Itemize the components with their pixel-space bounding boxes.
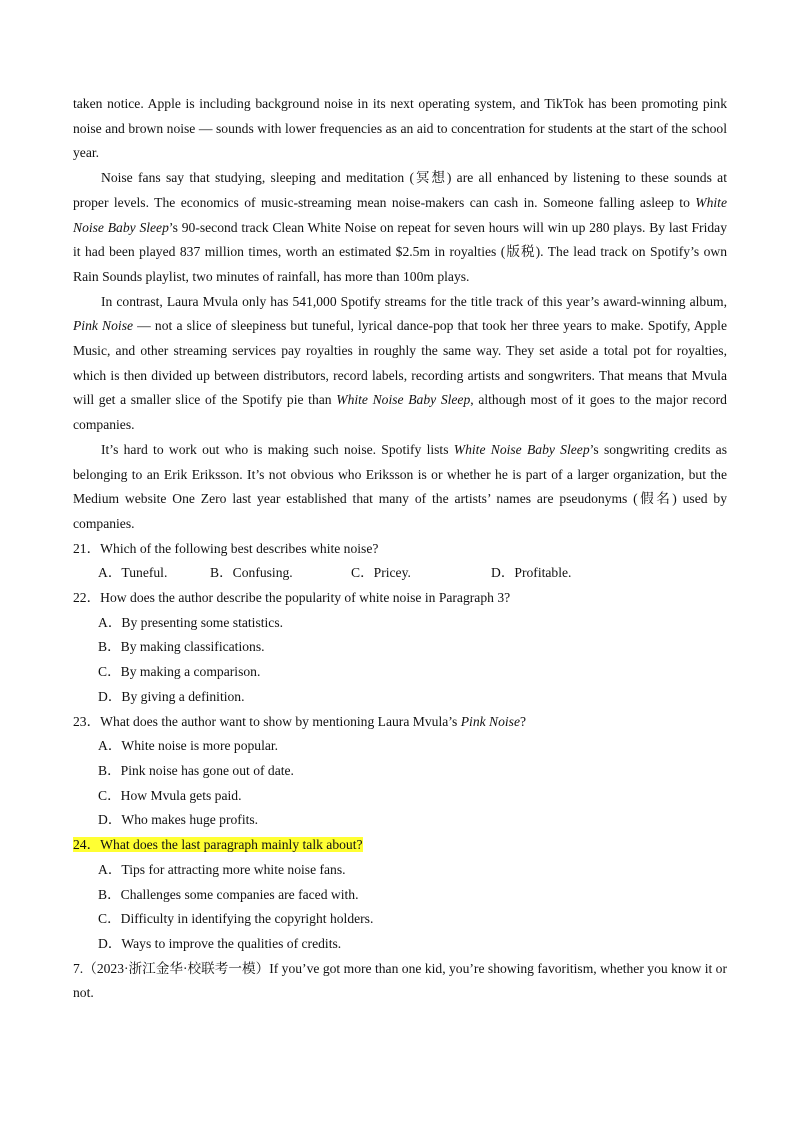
question-24-option-b: B．Challenges some companies are faced with.: [98, 886, 359, 902]
paragraph-2-album-title: White Noise Baby Sleep: [73, 194, 727, 235]
question-23-option-c: C．How Mvula gets paid.: [98, 787, 242, 803]
question-21-option-c: C．Pricey.: [351, 565, 411, 581]
question-22-option-c: C．By making a comparison.: [98, 664, 261, 680]
passage-paragraph-3: [73, 290, 727, 438]
question-21-option-b: B．Confusing.: [210, 565, 293, 581]
next-passage-intro: 7.（2023·浙江金华·校联考一模）If you’ve got more than one kid, you’re showing favoritism, whether you know it or not.: [73, 960, 727, 1001]
question-23-option-b: B．Pink noise has gone out of date.: [98, 762, 294, 778]
question-22-option-a: A．By presenting some statistics.: [98, 614, 284, 630]
paragraph-4-text-b: ’s songwriting credits as belonging to an Erik Eriksson. It’s not obvious who Eriksson is or whether he is part of a larger organization, but the Medium website One Zero last year established that many of the artists’ names are pseudonyms (假名) used by companies.: [73, 441, 727, 531]
paragraph-4-track-title: White Noise Baby Sleep: [453, 441, 590, 457]
question-24-highlight: 24．What does the last paragraph mainly talk about?: [73, 837, 363, 853]
question-24-option-c: C．Difficulty in identifying the copyright holders.: [98, 911, 374, 927]
question-23-album-title: Pink Noise: [460, 713, 521, 729]
paragraph-3-text-c: , although most of it goes to the major record companies.: [73, 392, 727, 433]
question-24-option-a: A．Tips for attracting more white noise fans.: [98, 861, 346, 877]
paragraph-3-text-a: In contrast, Laura Mvula only has 541,000 Spotify streams for the title track of this year’s award-winning album,: [101, 293, 727, 309]
paragraph-3-track-title: White Noise Baby Sleep: [336, 392, 471, 408]
question-22-option-d: D．By giving a definition.: [98, 688, 245, 704]
paragraph-2-text-a: Noise fans say that studying, sleeping and meditation (冥想) are all enhanced by listening to these sounds at proper levels. The economics of music-streaming mean noise-makers can cash in. Someone falling asleep to: [73, 170, 727, 210]
question-23-question-mark: ?: [520, 713, 527, 729]
passage-paragraph-1: taken notice. Apple is including background noise in its next operating system, and TikTok has been promoting pink noise and brown noise — sounds with lower frequencies as an aid to concentration for students at the start of the school year.: [73, 96, 727, 161]
passage-paragraph-2: [73, 166, 727, 290]
question-24-stem: [73, 833, 727, 858]
question-23-stem-text: 23．What does the author want to show by mentioning Laura Mvula’s: [73, 713, 461, 729]
paragraph-4-text-a: It’s hard to work out who is making such noise. Spotify lists: [101, 441, 454, 457]
question-22-option-b: B．By making classifications.: [98, 639, 265, 655]
question-23-option-a: A．White noise is more popular.: [98, 738, 279, 754]
question-23-stem: [73, 710, 727, 735]
question-23-option-d: D．Who makes huge profits.: [98, 812, 259, 828]
question-22-stem: 22．How does the author describe the popularity of white noise in Paragraph 3?: [73, 590, 511, 606]
paragraph-3-album-title: Pink Noise: [73, 318, 134, 334]
passage-paragraph-4: [73, 438, 727, 537]
question-21-option-a: A．Tuneful.: [98, 565, 168, 581]
question-24-option-d: D．Ways to improve the qualities of credits.: [98, 935, 342, 951]
question-21-option-d: D．Profitable.: [491, 565, 572, 581]
document-page: [73, 92, 727, 1006]
question-21-options: [73, 561, 727, 586]
paragraph-2-text-b: ’s 90-second track Clean White Noise on repeat for seven hours will win up 280 plays. By last Friday it had been played 837 million times, worth an estimated $2.5m in royalties (版税). The lead track on Spotify’s own Rain Sounds playlist, two minutes of rainfall, has more than 100m plays.: [73, 219, 727, 284]
question-21-stem: 21．Which of the following best describes white noise?: [73, 540, 379, 556]
paragraph-3-text-b: — not a slice of sleepiness but tuneful, lyrical dance-pop that took her three years to make. Spotify, Apple Music, and other streaming services pay royalties in roughly the same way. They set aside a total pot for royalties, which is then divided up between distributors, record labels, recording artists and songwriters. That means that Mvula will get a smaller slice of the Spotify pie than: [73, 318, 727, 408]
